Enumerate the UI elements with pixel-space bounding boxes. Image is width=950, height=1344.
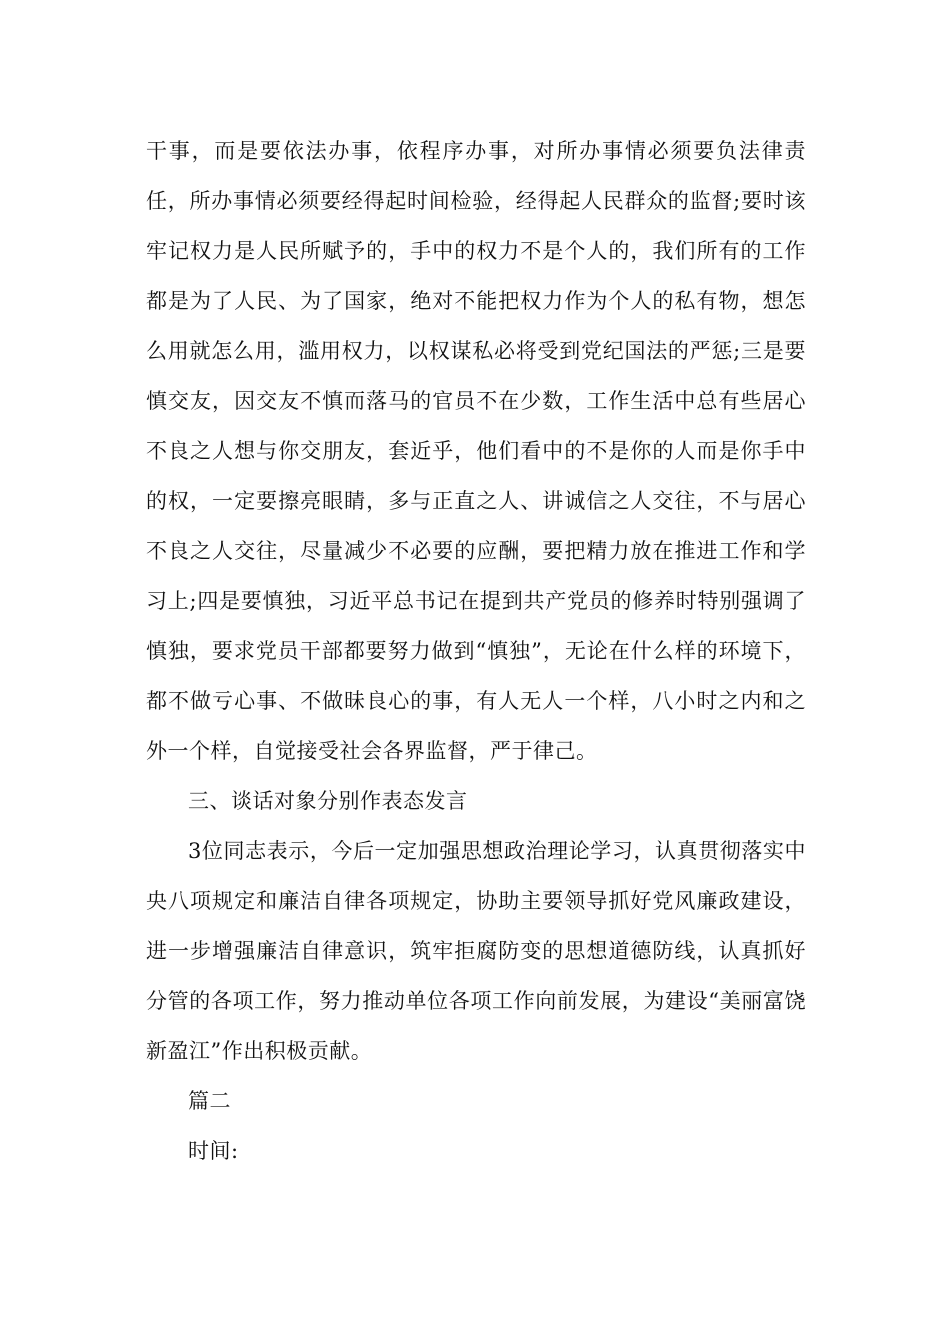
document-body — [146, 126, 806, 1176]
time-label: 时间: — [188, 1139, 239, 1163]
section-heading-statements: 三、谈话对象分别作表态发言 — [188, 789, 468, 813]
section-heading-part-two: 篇二 — [188, 1089, 231, 1113]
body-paragraph-continued: 干事，而是要依法办事，依程序办事，对所办事情必须要负法律责任，所办事情必须要经得起时间检验，经得起人民群众的监督;要时该牢记权力是人民所赋予的，手中的权力不是个人的，我们所有的工作都是为了人民、为了国家，绝对不能把权力作为个人的私有物，想怎么用就怎么用，滥用权力，以权谋私必将受到党纪国法的严惩;三是要慎交友，因交友不慎而落马的官员不在少数，工作生活中总有些居心不良之人想与你交朋友，套近乎，他们看中的不是你的人而是你手中的权，一定要擦亮眼睛，多与正直之人、讲诚信之人交往，不与居心不良之人交往，尽量减少不必要的应酬，要把精力放在推进工作和学习上;四是要慎独，习近平总书记在提到共产党员的修养时特别强调了慎独，要求党员干部都要努力做到“慎独”，无论在什么样的环境下，都不做亏心事、不做昧良心的事，有人无人一个样，八小时之内和之外一个样，自觉接受社会各界监督，严于律己。 — [146, 139, 806, 763]
body-paragraph-statements: 3位同志表示，今后一定加强思想政治理论学习，认真贯彻落实中央八项规定和廉洁自律各项规定，协助主要领导抓好党风廉政建设，进一步增强廉洁自律意识，筑牢拒腐防变的思想道德防线，认真抓好分管的各项工作，努力推动单位各项工作向前发展，为建设“美丽富饶新盈江”作出积极贡献。 — [146, 839, 806, 1063]
